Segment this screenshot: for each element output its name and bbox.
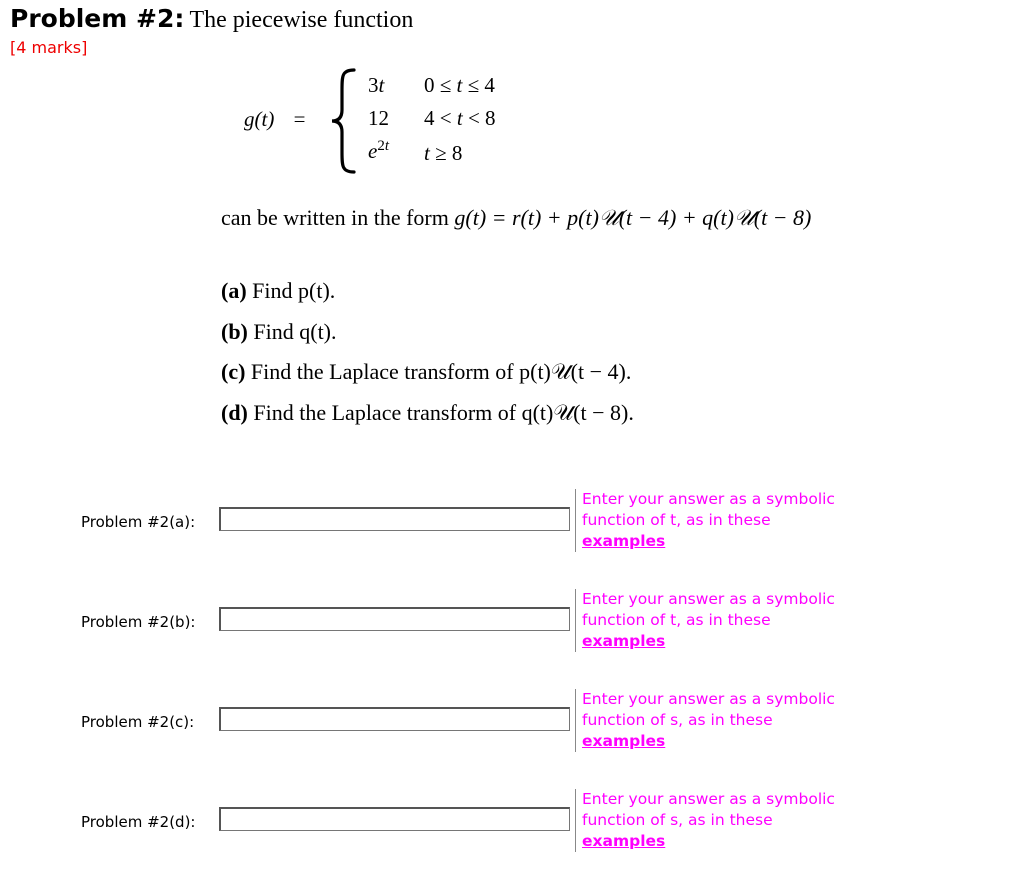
answer-row-c bbox=[0, 689, 1024, 759]
answer-input-c[interactable] bbox=[219, 707, 570, 731]
answer-label-d: Problem #2(d): bbox=[81, 813, 196, 831]
hint-text: Enter your answer as a symbolic function of t, as in these bbox=[582, 490, 835, 529]
answer-hint-c bbox=[575, 689, 882, 752]
answer-input-b[interactable] bbox=[219, 607, 570, 631]
parts-list bbox=[221, 278, 634, 440]
piecewise-equals: = bbox=[293, 107, 306, 131]
answer-hint-b bbox=[575, 589, 882, 652]
piecewise-condition-2: 4 < t < 8 bbox=[424, 106, 496, 130]
answer-hint-a bbox=[575, 489, 882, 552]
part-tag: (c) bbox=[221, 359, 246, 384]
form-statement-prefix: can be written in the form bbox=[221, 205, 449, 230]
answer-label-a: Problem #2(a): bbox=[81, 513, 196, 531]
examples-link[interactable]: examples bbox=[582, 732, 666, 750]
answer-label-b: Problem #2(b): bbox=[81, 613, 196, 631]
part-d bbox=[221, 400, 634, 441]
hint-text: Enter your answer as a symbolic function of t, as in these bbox=[582, 590, 835, 629]
piecewise-lhs bbox=[244, 107, 305, 132]
examples-link[interactable]: examples bbox=[582, 532, 666, 550]
part-text: Find q(t). bbox=[253, 318, 337, 344]
form-statement bbox=[221, 205, 811, 231]
problem-intro: The piecewise function bbox=[189, 7, 414, 33]
part-a bbox=[221, 278, 634, 319]
left-brace-icon bbox=[328, 66, 358, 176]
hint-text: Enter your answer as a symbolic function of s, as in these bbox=[582, 690, 835, 729]
piecewise-lhs-expression: g(t) bbox=[244, 107, 275, 131]
part-c bbox=[221, 359, 634, 400]
problem-header bbox=[10, 4, 413, 34]
answer-row-a bbox=[0, 489, 1024, 559]
answer-row-b bbox=[0, 589, 1024, 659]
answer-hint-d bbox=[575, 789, 882, 852]
part-text: Find the Laplace transform of p(t)𝒰(t − 4). bbox=[250, 359, 632, 384]
marks-badge: [4 marks] bbox=[10, 38, 88, 57]
hint-text: Enter your answer as a symbolic function of s, as in these bbox=[582, 790, 835, 829]
part-text: Find the Laplace transform of q(t)𝒰(t − 8). bbox=[253, 399, 634, 425]
piecewise-value-1: 3t bbox=[368, 73, 385, 97]
form-statement-expression: g(t) = r(t) + p(t)𝒰(t − 4) + q(t)𝒰(t − 8) bbox=[454, 205, 812, 230]
part-b bbox=[221, 319, 634, 360]
answer-input-a[interactable] bbox=[219, 507, 570, 531]
part-tag: (b) bbox=[221, 318, 248, 344]
part-tag: (a) bbox=[221, 278, 247, 303]
piecewise-condition-3: t ≥ 8 bbox=[424, 141, 463, 165]
piecewise-function bbox=[244, 66, 564, 176]
answer-input-d[interactable] bbox=[219, 807, 570, 831]
part-tag: (d) bbox=[221, 399, 248, 425]
piecewise-condition-1: 0 ≤ t ≤ 4 bbox=[424, 73, 495, 97]
examples-link[interactable]: examples bbox=[582, 632, 666, 650]
piecewise-value-2: 12 bbox=[368, 106, 389, 130]
problem-label: Problem #2: bbox=[10, 4, 185, 33]
part-text: Find p(t). bbox=[252, 278, 336, 303]
answer-label-c: Problem #2(c): bbox=[81, 713, 195, 731]
examples-link[interactable]: examples bbox=[582, 832, 666, 850]
piecewise-value-3: $e^{2t}$ bbox=[368, 138, 389, 163]
answer-row-d bbox=[0, 789, 1024, 859]
